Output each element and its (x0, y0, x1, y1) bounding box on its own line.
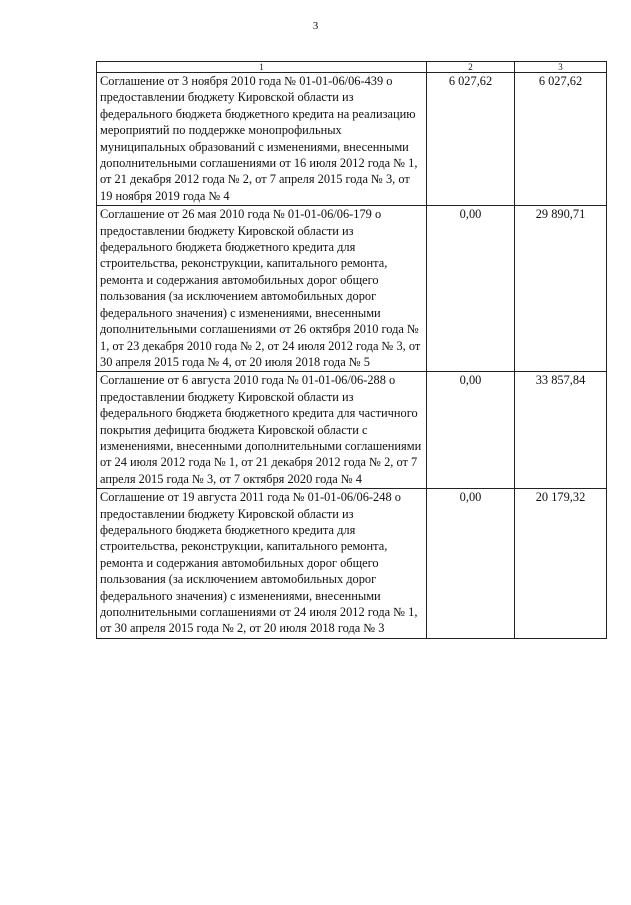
agreement-description: Соглашение от 19 августа 2011 года № 01-01-06/06-248 о предоставлении бюджету Кировской области из федерального бюджета бюджетного кредита для строительства, реконструкции, капитального ремонта, ремонта и содержания автомобильных дорог общего пользования (за исключением автомобильных дорог федерального значения) с изменениями, внесенными дополнительными соглашениями от 24 июля 2012 года № 1, от 30 апреля 2015 года № 2, от 20 июля 2018 года № 3 (97, 489, 427, 639)
column-header-3: 3 (515, 62, 607, 73)
table-row (97, 73, 607, 206)
agreement-description: Соглашение от 3 ноября 2010 года № 01-01-06/06-439 о предоставлении бюджету Кировской области из федерального бюджета бюджетного кредита на реализацию мероприятий по поддержке монопрофильных муниципальных образований с изменениями, внесенными дополнительными соглашениями от 16 июля 2012 года № 1, от 21 декабря 2012 года № 2, от 7 апреля 2015 года № 3, от 19 ноября 2019 года № 4 (97, 73, 427, 206)
table-row (97, 372, 607, 489)
table-header-row (97, 62, 607, 73)
amount-col2: 0,00 (427, 206, 515, 372)
amount-col2: 0,00 (427, 372, 515, 489)
agreements-table (96, 61, 607, 639)
amount-col3: 33 857,84 (515, 372, 607, 489)
amount-col3: 29 890,71 (515, 206, 607, 372)
agreement-description: Соглашение от 6 августа 2010 года № 01-01-06/06-288 о предоставлении бюджету Кировской области из федерального бюджета бюджетного кредита для частичного покрытия дефицита бюджета Кировской области с изменениями, внесенными дополнительными соглашениями от 24 июля 2012 года № 1, от 21 декабря 2012 года № 2, от 7 апреля 2015 года № 3, от 7 октября 2020 года № 4 (97, 372, 427, 489)
column-header-1: 1 (97, 62, 427, 73)
table-row (97, 206, 607, 372)
page-number: 3 (312, 20, 319, 32)
amount-col2: 0,00 (427, 489, 515, 639)
amount-col3: 20 179,32 (515, 489, 607, 639)
column-header-2: 2 (427, 62, 515, 73)
amount-col3: 6 027,62 (515, 73, 607, 206)
amount-col2: 6 027,62 (427, 73, 515, 206)
table-row (97, 489, 607, 639)
agreement-description: Соглашение от 26 мая 2010 года № 01-01-06/06-179 о предоставлении бюджету Кировской области из федерального бюджета бюджетного кредита для строительства, реконструкции, капитального ремонта, ремонта и содержания автомобильных дорог общего пользования (за исключением автомобильных дорог федерального значения) с изменениями, внесенными дополнительными соглашениями от 26 октября 2010 года № 1, от 23 декабря 2010 года № 2, от 24 июля 2012 года № 3, от 30 апреля 2015 года № 4, от 20 июля 2018 года № 5 (97, 206, 427, 372)
